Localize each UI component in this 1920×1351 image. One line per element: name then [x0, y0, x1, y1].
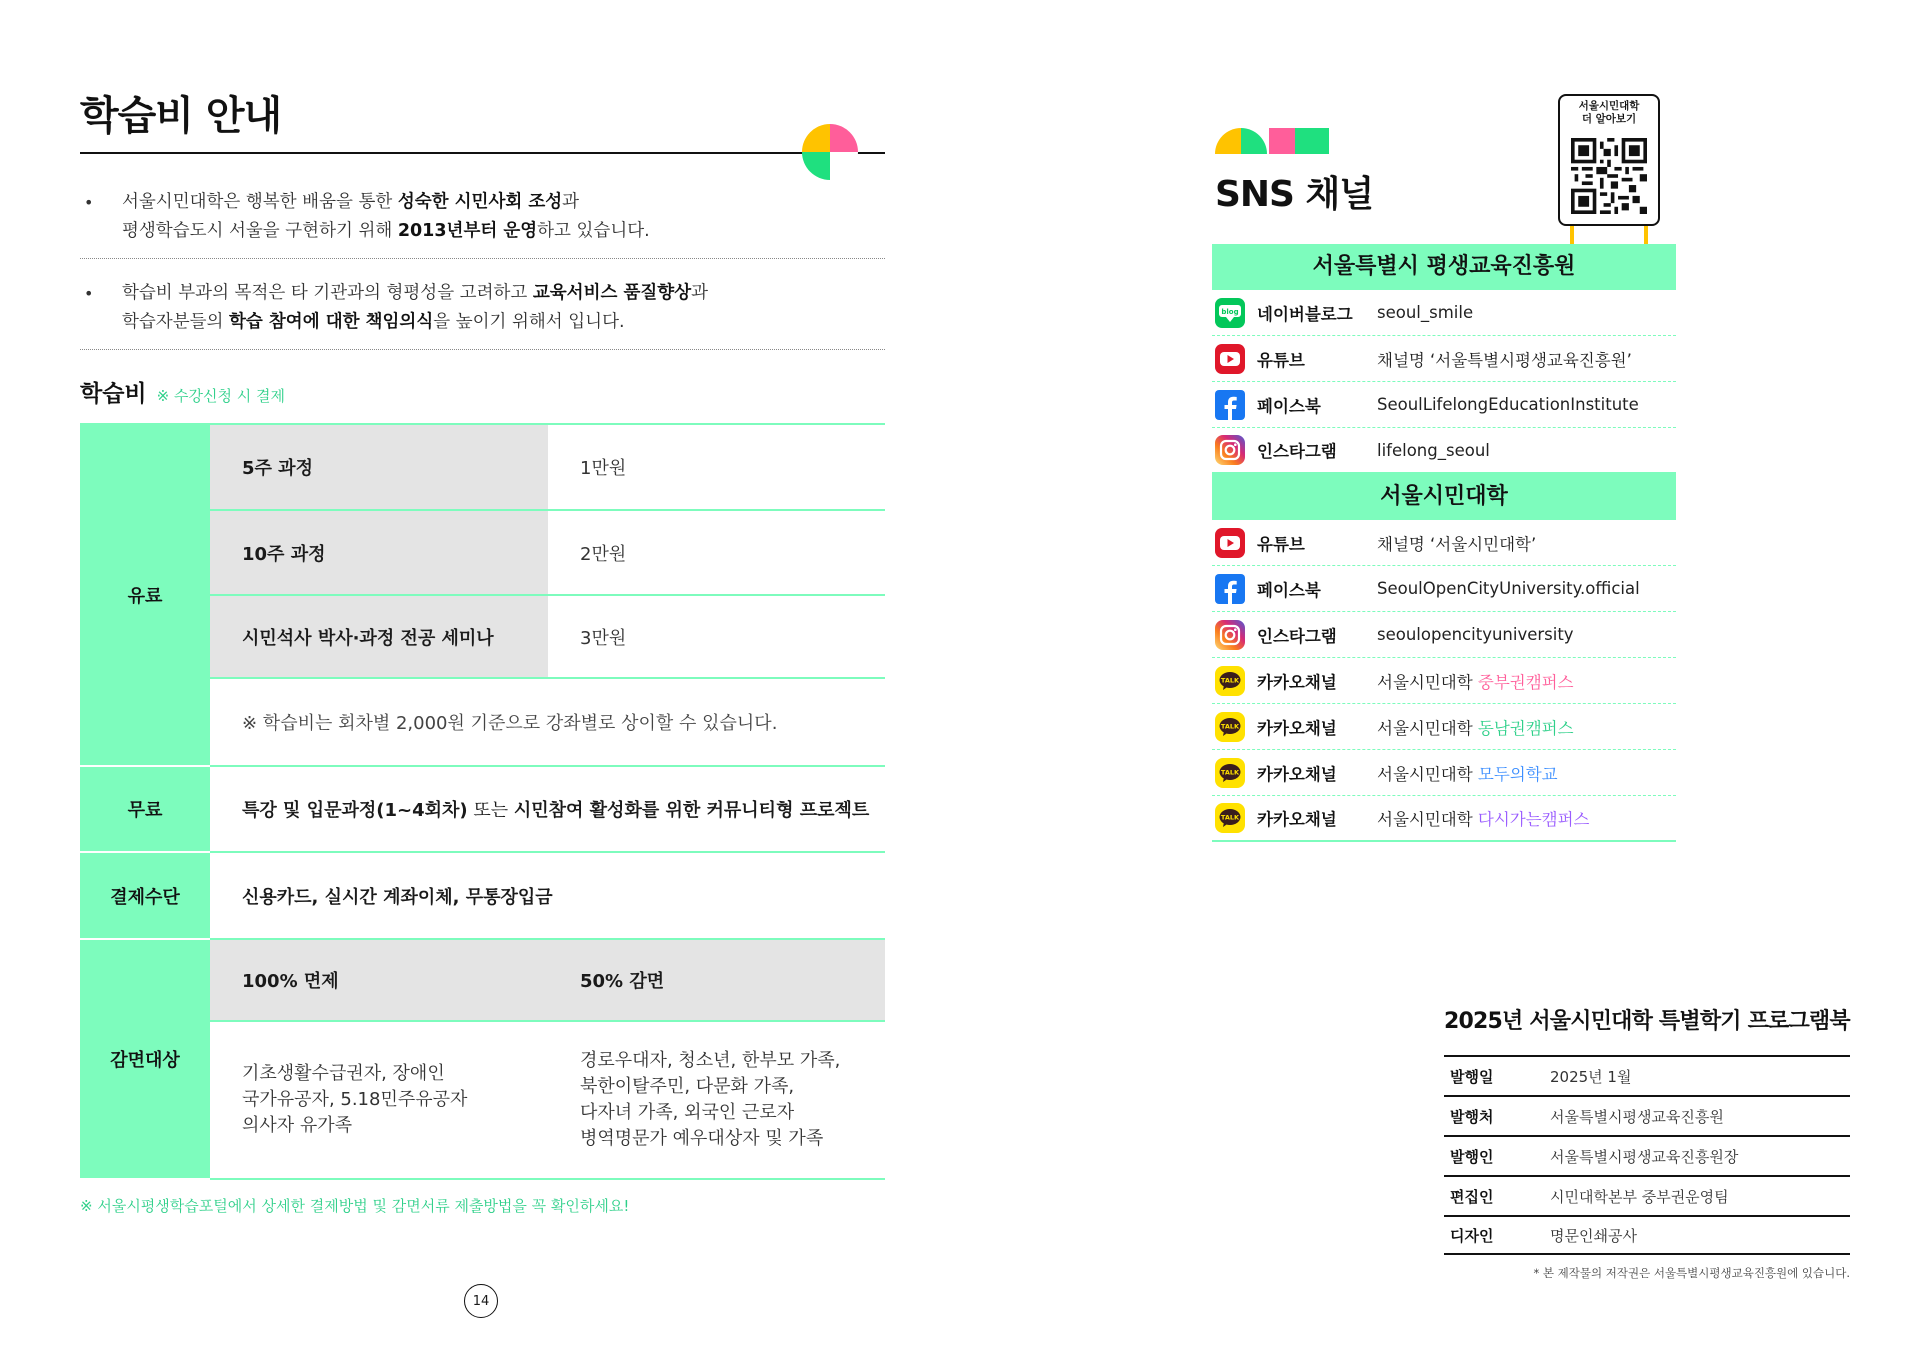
youtube-icon	[1215, 344, 1245, 374]
copyright-note: * 본 제작물의 저작권은 서울특별시평생교육진흥원에 있습니다.	[1533, 1266, 1850, 1280]
paid-note: ※ 학습비는 회차별 2,000원 기준으로 강좌별로 상이할 수 있습니다.	[210, 678, 885, 766]
sns-row-kakao-southeast[interactable]: TALK 카카오채널 서울시민대학 동남권캠퍼스	[1212, 704, 1676, 750]
colophon	[1444, 1004, 1850, 1281]
paid-category: 유료	[80, 424, 210, 766]
kakaotalk-icon	[1215, 758, 1245, 788]
sns-row-facebook[interactable]: 페이스북 SeoulLifelongEducationInstitute	[1212, 382, 1676, 428]
sns-row-instagram[interactable]: 인스타그램 lifelong_seoul	[1212, 428, 1676, 474]
table-row	[80, 766, 885, 852]
colophon-title: 2025년 서울시민대학 특별학기 프로그램북	[1444, 1009, 1850, 1034]
decorative-circle-icon	[802, 124, 858, 180]
colophon-row: 발행인 서울특별시평생교육진흥원장	[1444, 1135, 1850, 1175]
sns-group-title: 서울시민대학	[1212, 474, 1676, 520]
instagram-icon	[1215, 620, 1245, 650]
colophon-row: 디자인 명문인쇄공사	[1444, 1215, 1850, 1255]
course-name: 5주 과정	[210, 424, 548, 510]
sns-row-kakao-central[interactable]: TALK 카카오채널 서울시민대학 중부권캠퍼스	[1212, 658, 1676, 704]
instagram-icon	[1215, 435, 1245, 465]
qr-signboard[interactable]	[1558, 94, 1660, 244]
course-price: 2만원	[548, 510, 885, 595]
svg-text:TALK: TALK	[1220, 813, 1240, 822]
qr-code-icon[interactable]	[1571, 138, 1647, 214]
svg-text:TALK: TALK	[1220, 676, 1240, 684]
sns-row-naver-blog[interactable]: blog 네이버블로그 seoul_smile	[1212, 290, 1676, 336]
sns-row-facebook[interactable]: 페이스북 SeoulOpenCityUniversity.official	[1212, 566, 1676, 612]
sns-group-university	[1212, 474, 1676, 842]
sns-group-institute	[1212, 244, 1676, 474]
fee-table	[80, 423, 885, 1180]
bottom-note: ※ 서울시평생학습포털에서 상세한 결제방법 및 감면서류 제출방법을 꼭 확인하세요!	[80, 1197, 630, 1215]
sns-row-youtube[interactable]: 유튜브 채널명 ‘서울특별시평생교육진흥원’	[1212, 336, 1676, 382]
colophon-row: 발행일 2025년 1월	[1444, 1055, 1850, 1095]
sns-decorative-blocks-icon	[1215, 128, 1345, 154]
title-divider	[80, 152, 885, 154]
sns-row-youtube[interactable]: 유튜브 채널명 ‘서울시민대학’	[1212, 520, 1676, 566]
fee-heading-note: ※ 수강신청 시 결제	[156, 387, 285, 405]
svg-text:TALK: TALK	[1220, 768, 1240, 776]
svg-text:blog: blog	[1221, 307, 1239, 316]
course-name: 시민석사 박사·과정 전공 세미나	[210, 595, 548, 678]
colophon-row: 발행처 서울특별시평생교육진흥원	[1444, 1095, 1850, 1135]
kakaotalk-icon	[1215, 712, 1245, 742]
page-title: 학습비 안내	[80, 93, 282, 139]
naver-blog-icon	[1215, 298, 1245, 328]
youtube-icon	[1215, 528, 1245, 558]
fee-section-heading	[80, 375, 285, 408]
course-price: 3만원	[548, 595, 885, 678]
fee-heading: 학습비	[80, 381, 147, 407]
discount-half-list: 경로우대자, 청소년, 한부모 가족, 북한이탈주민, 다문화 가족, 다자녀 가족, 외국인 근로자 병역명문가 예우대상자 및 가족	[548, 1021, 885, 1179]
table-row	[80, 939, 885, 1021]
free-category: 무료	[80, 766, 210, 852]
table-row	[80, 424, 885, 510]
qr-label: 서울시민대학 더 알아보기	[1578, 100, 1640, 125]
payment-methods: 신용카드, 실시간 계좌이체, 무통장입금	[210, 852, 885, 939]
sns-group-title: 서울특별시 평생교육진흥원	[1212, 244, 1676, 290]
table-row	[80, 852, 885, 939]
sns-row-kakao-revisit[interactable]: TALK 카카오채널 서울시민대학 다시가는캠퍼스	[1212, 796, 1676, 842]
discount-full-list: 기초생활수급권자, 장애인 국가유공자, 5.18민주유공자 의사자 유가족	[210, 1021, 548, 1179]
course-name: 10주 과정	[210, 510, 548, 595]
discount-header-full: 100% 면제	[210, 939, 548, 1021]
intro-bullets	[80, 188, 885, 370]
facebook-icon	[1215, 574, 1245, 604]
discount-category: 감면대상	[80, 939, 210, 1179]
kakaotalk-icon	[1215, 666, 1245, 696]
facebook-icon	[1215, 390, 1245, 420]
intro-bullet: • 학습비 부과의 목적은 타 기관과의 형평성을 고려하고 교육서비스 품질향상과 학습자분들의 학습 참여에 대한 책임의식을 높이기 위해서 입니다.	[80, 279, 885, 350]
kakaotalk-icon	[1215, 803, 1245, 833]
page-number: 14	[464, 1284, 498, 1318]
payment-category: 결제수단	[80, 852, 210, 939]
colophon-row: 편집인 시민대학본부 중부권운영팀	[1444, 1175, 1850, 1215]
sns-title: SNS 채널	[1215, 174, 1374, 215]
free-description: 특강 및 입문과정(1~4회차) 또는 시민참여 활성화를 위한 커뮤니티형 프로젝트	[210, 766, 885, 852]
discount-header-half: 50% 감면	[548, 939, 885, 1021]
sns-row-kakao-school[interactable]: TALK 카카오채널 서울시민대학 모두의학교	[1212, 750, 1676, 796]
course-price: 1만원	[548, 424, 885, 510]
sns-row-instagram[interactable]: 인스타그램 seoulopencityuniversity	[1212, 612, 1676, 658]
svg-text:TALK: TALK	[1220, 722, 1240, 730]
intro-bullet: • 서울시민대학은 행복한 배움을 통한 성숙한 시민사회 조성과 평생학습도시 서울을 구현하기 위해 2013년부터 운영하고 있습니다.	[80, 188, 885, 259]
